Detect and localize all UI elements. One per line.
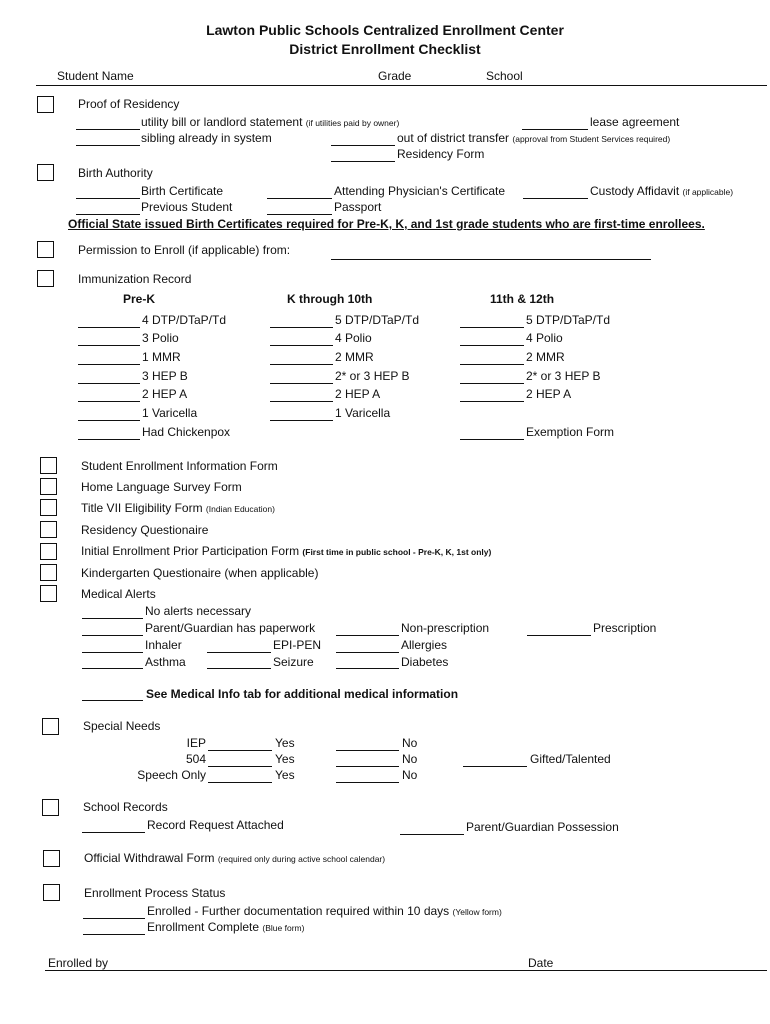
exemption-label: Exemption Form	[526, 425, 615, 439]
immunization-blank[interactable]	[460, 327, 524, 328]
nonprescription-blank[interactable]	[336, 635, 399, 636]
immunization-item: 1 Varicella	[335, 406, 391, 420]
immunization-item: 5 DTP/DTaP/Td	[526, 313, 611, 327]
physician-label: Attending Physician's Certificate	[334, 184, 506, 198]
gifted-label: Gifted/Talented	[530, 752, 611, 766]
immunization-blank[interactable]	[460, 401, 524, 402]
immunization-item: 2 MMR	[335, 350, 374, 364]
special-needs-heading: Special Needs	[83, 719, 161, 733]
school-records-checkbox[interactable]	[42, 799, 59, 816]
page-subtitle: District Enrollment Checklist	[289, 41, 481, 57]
residency-form-label: Residency Form	[397, 147, 485, 161]
school-records-heading: School Records	[83, 800, 168, 814]
permission-label: Permission to Enroll (if applicable) from:	[78, 243, 291, 257]
birth-certificate-label: Birth Certificate	[141, 184, 224, 198]
immunization-item: 4 Polio	[526, 331, 563, 345]
enrolled-further-blank[interactable]	[83, 918, 145, 919]
title-vii-checkbox[interactable]	[40, 499, 57, 516]
seizure-blank[interactable]	[207, 668, 271, 669]
allergies-label: Allergies	[401, 638, 448, 652]
inhaler-blank[interactable]	[82, 652, 143, 653]
504-yes-label: Yes	[275, 752, 295, 766]
see-medical-blank[interactable]	[82, 700, 143, 701]
record-request-blank[interactable]	[82, 832, 145, 833]
iep-label: IEP	[186, 736, 206, 750]
immunization-blank[interactable]	[270, 401, 333, 402]
official-birth-note: Official State issued Birth Certificates required for Pre-K, K, and 1st grade students who are first-time enrollees.	[68, 217, 705, 231]
immunization-blank[interactable]	[78, 364, 140, 365]
parent-possession-label: Parent/Guardian Possession	[466, 820, 619, 834]
no-alerts-blank[interactable]	[82, 618, 143, 619]
immunization-blank[interactable]	[78, 383, 140, 384]
immunization-blank[interactable]	[460, 345, 524, 346]
k10-column-title: K through 10th	[287, 292, 373, 306]
medical-alerts-checkbox[interactable]	[40, 585, 57, 602]
no-alerts-label: No alerts necessary	[145, 604, 252, 618]
record-request-label: Record Request Attached	[147, 818, 284, 832]
residency-form-blank[interactable]	[331, 161, 395, 162]
504-label: 504	[185, 752, 206, 766]
parent-possession-blank[interactable]	[400, 834, 464, 835]
diabetes-label: Diabetes	[401, 655, 449, 669]
speech-yes-label: Yes	[275, 768, 295, 782]
custody-label: Custody Affidavit (if applicable)	[590, 184, 734, 198]
enrollment-complete-blank[interactable]	[83, 934, 145, 935]
immunization-item: 3 HEP B	[142, 369, 188, 383]
residency-checkbox[interactable]	[37, 96, 54, 113]
enrollment-status-checkbox[interactable]	[43, 884, 60, 901]
permission-checkbox[interactable]	[37, 241, 54, 258]
504-no-label: No	[402, 752, 418, 766]
birth-checkbox[interactable]	[37, 164, 54, 181]
physician-blank[interactable]	[267, 198, 332, 199]
immunization-blank[interactable]	[78, 439, 140, 440]
residency-questionaire-checkbox[interactable]	[40, 521, 57, 538]
immunization-item: 5 DTP/DTaP/Td	[335, 313, 420, 327]
kindergarten-checkbox[interactable]	[40, 564, 57, 581]
utility-blank[interactable]	[76, 129, 140, 130]
passport-blank[interactable]	[267, 214, 332, 215]
504-no-blank[interactable]	[336, 766, 399, 767]
gifted-blank[interactable]	[463, 766, 527, 767]
student-info-label: Student Enrollment Information Form	[81, 459, 278, 473]
custody-blank[interactable]	[523, 198, 588, 199]
speech-no-blank[interactable]	[336, 782, 399, 783]
immunization-blank[interactable]	[270, 364, 333, 365]
enrolled-by-label: Enrolled by	[48, 956, 109, 970]
permission-blank[interactable]	[331, 259, 651, 260]
grade11-12-column-title: 11th & 12th	[490, 292, 555, 306]
header-line	[36, 85, 767, 86]
passport-label: Passport	[334, 200, 382, 214]
enrolled-further-label: Enrolled - Further documentation required within 10 days (Yellow form)	[147, 904, 502, 918]
birth-certificate-blank[interactable]	[76, 198, 140, 199]
special-needs-checkbox[interactable]	[42, 718, 59, 735]
immunization-checkbox[interactable]	[37, 270, 54, 287]
student-name-label: Student Name	[57, 69, 134, 83]
lease-label: lease agreement	[590, 115, 680, 129]
seizure-label: Seizure	[273, 655, 314, 669]
immunization-blank[interactable]	[460, 383, 524, 384]
immunization-item: 3 Polio	[142, 331, 179, 345]
immunization-item: 4 DTP/DTaP/Td	[142, 313, 227, 327]
school-label: School	[486, 69, 523, 83]
speech-label: Speech Only	[137, 768, 206, 782]
epipen-blank[interactable]	[207, 652, 271, 653]
withdrawal-label: Official Withdrawal Form (required only during active school calendar)	[84, 851, 386, 865]
inhaler-label: Inhaler	[145, 638, 182, 652]
home-language-checkbox[interactable]	[40, 478, 57, 495]
immunization-item: 2* or 3 HEP B	[526, 369, 601, 383]
immunization-item: 1 MMR	[142, 350, 181, 364]
kindergarten-label: Kindergarten Questionaire (when applicable)	[81, 566, 319, 580]
previous-student-label: Previous Student	[141, 200, 233, 214]
page-title: Lawton Public Schools Centralized Enrollment Center	[206, 22, 564, 38]
birth-heading: Birth Authority	[78, 166, 153, 180]
immunization-item: Had Chickenpox	[142, 425, 231, 439]
immunization-blank[interactable]	[78, 420, 140, 421]
residency-questionaire-label: Residency Questionaire	[81, 523, 209, 537]
immunization-blank[interactable]	[270, 383, 333, 384]
immunization-item: 2 HEP A	[142, 387, 188, 401]
medical-alerts-label: Medical Alerts	[81, 587, 156, 601]
student-info-checkbox[interactable]	[40, 457, 57, 474]
prescription-label: Prescription	[593, 621, 657, 635]
initial-enrollment-label: Initial Enrollment Prior Participation Form (First time in public school - Pre-K, K, 1st only)	[81, 544, 492, 558]
immunization-blank[interactable]	[460, 364, 524, 365]
immunization-item: 2 HEP A	[526, 387, 572, 401]
see-medical-note: See Medical Info tab for additional medical information	[146, 687, 459, 701]
immunization-blank[interactable]	[78, 327, 140, 328]
immunization-item: 2 HEP A	[335, 387, 381, 401]
withdrawal-checkbox[interactable]	[43, 850, 60, 867]
prek-column-title: Pre-K	[123, 292, 156, 306]
immunization-blank[interactable]	[270, 327, 333, 328]
504-yes-blank[interactable]	[208, 766, 272, 767]
immunization-blank[interactable]	[78, 401, 140, 402]
immunization-item: 4 Polio	[335, 331, 372, 345]
lease-blank[interactable]	[522, 129, 588, 130]
iep-no-blank[interactable]	[336, 750, 399, 751]
paperwork-blank[interactable]	[82, 635, 143, 636]
diabetes-blank[interactable]	[336, 668, 399, 669]
asthma-blank[interactable]	[82, 668, 143, 669]
immunization-item: 2 MMR	[526, 350, 565, 364]
allergies-blank[interactable]	[336, 652, 399, 653]
epipen-label: EPI-PEN	[273, 638, 322, 652]
date-label: Date	[528, 956, 554, 970]
immunization-blank[interactable]	[78, 345, 140, 346]
iep-yes-label: Yes	[275, 736, 295, 750]
immunization-blank[interactable]	[270, 345, 333, 346]
asthma-label: Asthma	[145, 655, 186, 669]
immunization-blank[interactable]	[270, 420, 333, 421]
prescription-blank[interactable]	[527, 635, 591, 636]
utility-label: utility bill or landlord statement (if utilities paid by owner)	[141, 115, 400, 129]
immunization-item: 1 Varicella	[142, 406, 198, 420]
out-of-district-blank[interactable]	[331, 145, 395, 146]
iep-no-label: No	[402, 736, 418, 750]
previous-student-blank[interactable]	[76, 214, 140, 215]
footer-line	[45, 970, 767, 971]
title-vii-label: Title VII Eligibility Form (Indian Education)	[81, 501, 275, 515]
initial-enrollment-checkbox[interactable]	[40, 543, 57, 560]
enrollment-status-heading: Enrollment Process Status	[84, 886, 226, 900]
paperwork-label: Parent/Guardian has paperwork	[145, 621, 316, 635]
out-of-district-label: out of district transfer (approval from Student Services required)	[397, 131, 671, 145]
speech-yes-blank[interactable]	[208, 782, 272, 783]
exemption-blank[interactable]	[460, 439, 524, 440]
sibling-label: sibling already in system	[141, 131, 272, 145]
nonprescription-label: Non-prescription	[401, 621, 490, 635]
enrollment-complete-label: Enrollment Complete (Blue form)	[147, 920, 305, 934]
iep-yes-blank[interactable]	[208, 750, 272, 751]
speech-no-label: No	[402, 768, 418, 782]
residency-heading: Proof of Residency	[78, 97, 180, 111]
home-language-label: Home Language Survey Form	[81, 480, 242, 494]
grade-label: Grade	[378, 69, 412, 83]
immunization-heading: Immunization Record	[78, 272, 192, 286]
sibling-blank[interactable]	[76, 145, 140, 146]
immunization-item: 2* or 3 HEP B	[335, 369, 410, 383]
